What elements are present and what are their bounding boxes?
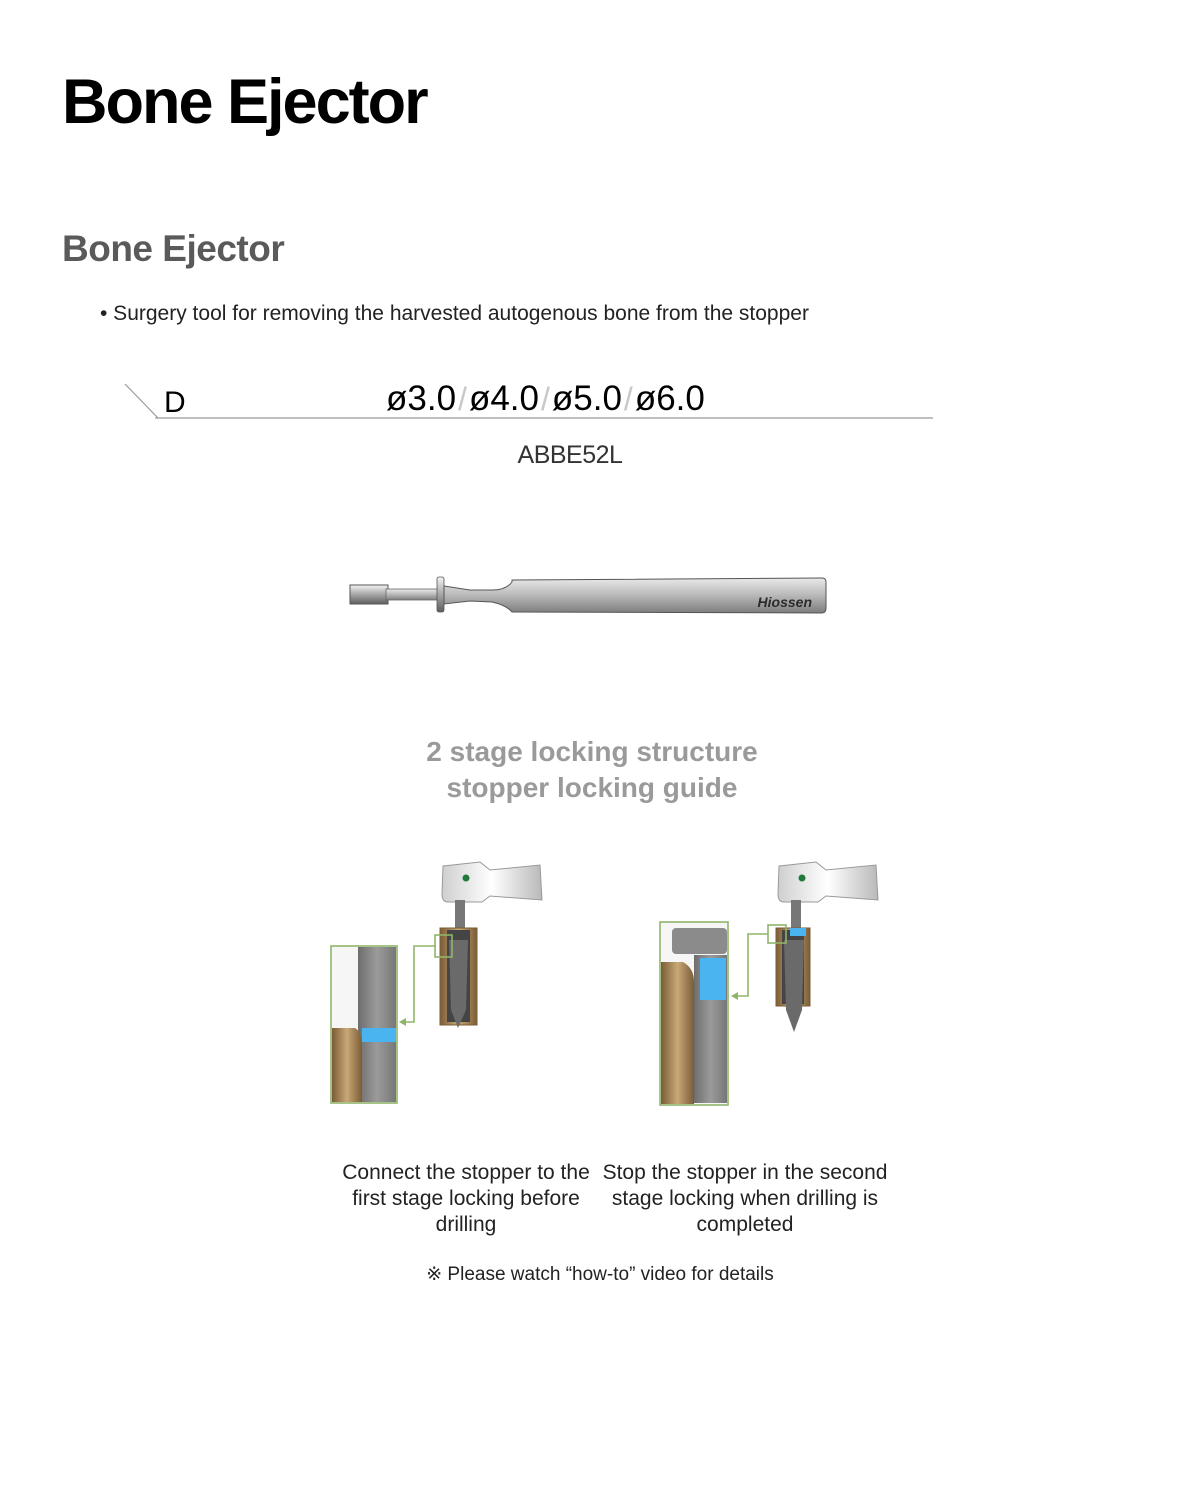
size-separator: /	[458, 381, 467, 417]
diagonal-divider	[125, 384, 158, 418]
indicator-dot	[799, 875, 806, 882]
size-value: ø6.0	[634, 379, 705, 418]
brand-engraving: Hiossen	[757, 594, 812, 610]
guide-title-line2: stopper locking guide	[446, 772, 738, 803]
guide-title-line1: 2 stage locking structure	[426, 736, 758, 767]
stage2-caption: Stop the stopper in the second stage locking when drilling is completed	[602, 1161, 888, 1236]
video-note: ※ Please watch “how-to” video for details	[426, 1264, 774, 1285]
stage1-illustration	[331, 862, 542, 1103]
guide-title	[292, 734, 892, 806]
size-separator: /	[540, 381, 550, 417]
section-title: Bone Ejector	[62, 228, 285, 269]
size-list	[386, 379, 705, 419]
column-label-d: D	[164, 386, 186, 419]
size-value: ø3.0	[386, 379, 457, 418]
size-value: ø4.0	[468, 379, 539, 418]
model-code: ABBE52L	[517, 441, 623, 469]
size-separator: /	[623, 381, 633, 417]
stage2-illustration	[660, 862, 878, 1105]
indicator-dot	[463, 875, 470, 882]
page-title: Bone Ejector	[62, 67, 427, 137]
bone-ejector-image	[350, 577, 826, 613]
stage1-caption: Connect the stopper to the first stage locking before drilling	[342, 1161, 590, 1236]
size-value: ø5.0	[551, 379, 622, 418]
description: • Surgery tool for removing the harvested autogenous bone from the stopper	[100, 302, 809, 325]
